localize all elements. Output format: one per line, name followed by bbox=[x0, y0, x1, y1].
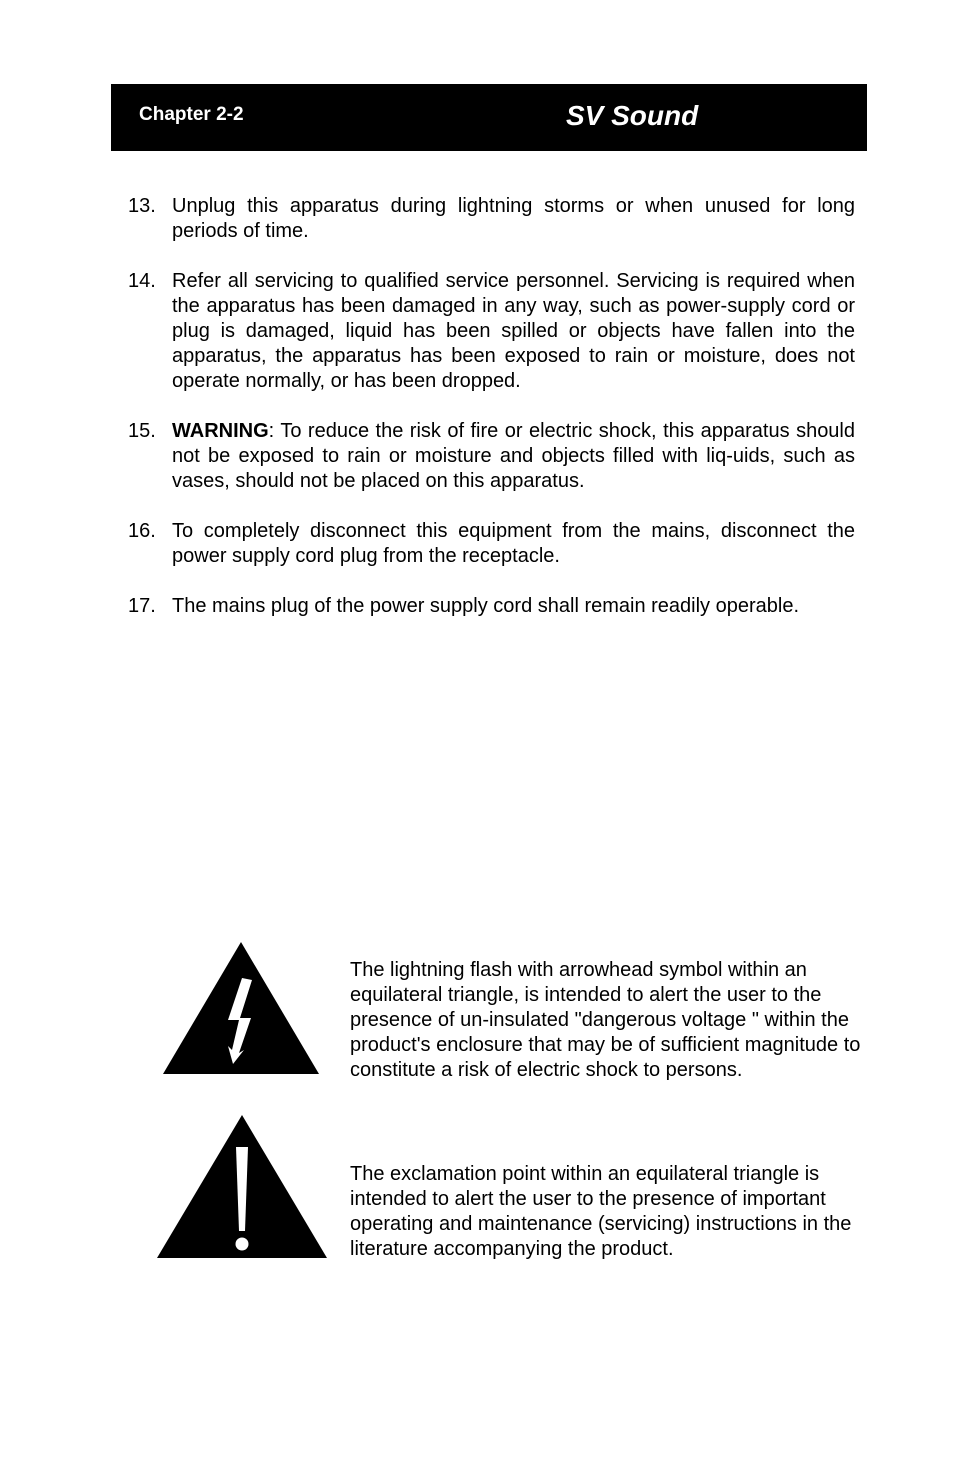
warning-label: WARNING bbox=[172, 420, 269, 442]
item-text: The mains plug of the power supply cord shall remain readily operable. bbox=[172, 595, 800, 617]
list-item bbox=[128, 194, 855, 244]
safety-instructions-list bbox=[128, 194, 855, 644]
warning-text: : To reduce the risk of fire or electric shock, this apparatus should not be exposed to rain or moisture and objects filled with liq-uids, such as vases, should not be placed on this apparatus. bbox=[172, 420, 855, 492]
item-text: Unplug this apparatus during lightning storms or when unused for long periods of time. bbox=[172, 195, 855, 242]
item-number: 13. bbox=[128, 195, 156, 217]
exclamation-triangle-icon bbox=[156, 1113, 328, 1259]
item-number: 17. bbox=[128, 595, 156, 617]
list-item bbox=[128, 419, 855, 494]
item-text: To completely disconnect this equipment from the mains, disconnect the power supply cord plug from the receptacle. bbox=[172, 520, 855, 567]
page-header bbox=[111, 84, 867, 151]
chapter-label: Chapter 2-2 bbox=[139, 104, 244, 125]
exclamation-description: The exclamation point within an equilateral triangle is intended to alert the user to the presence of important operating and maintenance (servicing) instructions in the literature accompanying the product. bbox=[350, 1163, 852, 1260]
item-number: 15. bbox=[128, 420, 156, 442]
item-number: 16. bbox=[128, 520, 156, 542]
item-text: Refer all servicing to qualified service personnel. Servicing is required when the apparatus has been damaged in any way, such as power-supply cord or plug is damaged, liquid has been spilled or objects have fallen into the apparatus, the apparatus has been exposed to rain or moisture, does not operate normally, or has been dropped. bbox=[172, 270, 855, 392]
item-text bbox=[172, 419, 855, 494]
item-number: 14. bbox=[128, 270, 156, 292]
lightning-description: The lightning flash with arrowhead symbol within an equilateral triangle, is intended to alert the user to the presence of un-insulated "dangerous voltage " within the product's enclosure that may be of sufficient magnitude to constitute a risk of electric shock to persons. bbox=[350, 959, 861, 1081]
list-item bbox=[128, 269, 855, 394]
list-item bbox=[128, 519, 855, 569]
list-item bbox=[128, 594, 855, 619]
lightning-triangle-icon bbox=[162, 940, 320, 1075]
brand-title: SV Sound bbox=[566, 100, 699, 131]
